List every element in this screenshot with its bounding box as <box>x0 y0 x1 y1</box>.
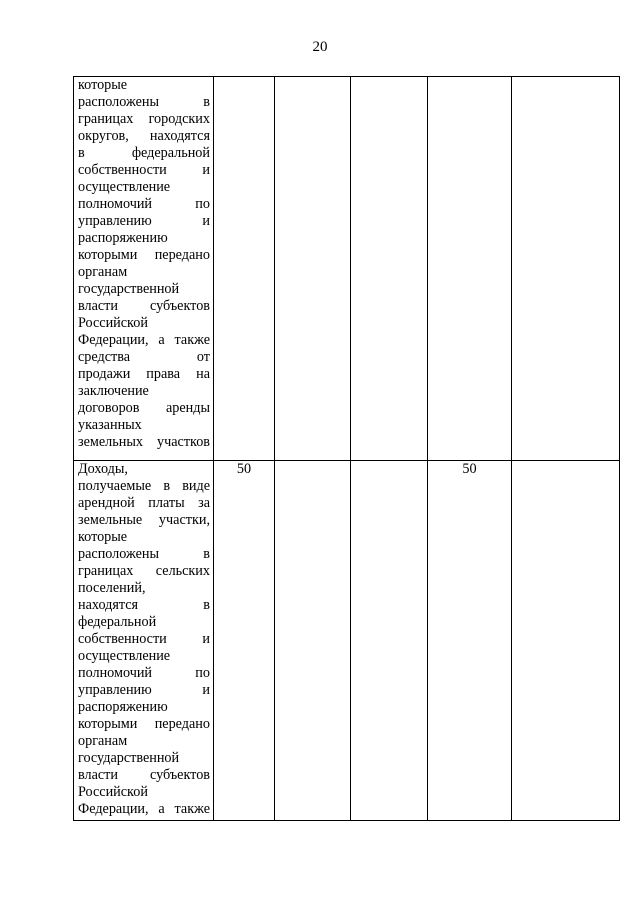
description-line: которыми передано <box>78 247 210 263</box>
description-line: органам <box>78 264 128 280</box>
description-line: полномочий по <box>78 665 210 681</box>
description-line: которые <box>78 529 128 545</box>
description-line: находятся в <box>78 597 210 613</box>
description-line: государственной <box>78 750 180 766</box>
description-line: распоряжению <box>78 699 168 715</box>
description-line: средства от <box>78 349 210 365</box>
description-line: Доходы, <box>78 461 128 477</box>
description-line: собственности и <box>78 162 210 178</box>
description-line: полномочий по <box>78 196 210 212</box>
table-row <box>74 461 620 821</box>
description-line: округов, находятся <box>78 128 210 144</box>
description-line: договоров аренды <box>78 400 210 416</box>
value-cell <box>351 461 428 821</box>
value-cell <box>428 77 512 461</box>
description-line: продажи права на <box>78 366 210 382</box>
description-line: осуществление <box>78 648 171 664</box>
description-line: поселений, <box>78 580 146 596</box>
description-line: Российской <box>78 784 148 800</box>
description-line: в федеральной <box>78 145 210 161</box>
income-description-cell <box>74 461 214 821</box>
description-line: власти субъектов <box>78 767 210 783</box>
description-line: управлению и <box>78 213 210 229</box>
description-line: распоряжению <box>78 230 168 246</box>
value-cell <box>275 77 351 461</box>
description-line: арендной платы за <box>78 495 210 511</box>
description-line: границах сельских <box>78 563 210 579</box>
description-line: власти субъектов <box>78 298 210 314</box>
value-cell <box>214 77 275 461</box>
description-line: Российской <box>78 315 148 331</box>
description-line: Федерации, а также <box>78 801 210 817</box>
description-line: получаемые в виде <box>78 478 210 494</box>
description-line: расположены в <box>78 94 210 110</box>
value-cell <box>512 77 620 461</box>
page-number: 20 <box>312 39 328 55</box>
value-cell: 50 <box>214 461 275 821</box>
description-line: собственности и <box>78 631 210 647</box>
description-line: заключение <box>78 383 149 399</box>
value-cell <box>351 77 428 461</box>
value-cell: 50 <box>428 461 512 821</box>
description-line: Федерации, а также <box>78 332 210 348</box>
description-line: которые <box>78 77 128 93</box>
table-row <box>74 77 620 461</box>
description-line: федеральной <box>78 614 157 630</box>
description-line: осуществление <box>78 179 171 195</box>
value-cell <box>512 461 620 821</box>
description-line: государственной <box>78 281 180 297</box>
description-line: границах городских <box>78 111 210 127</box>
income-description-cell <box>74 77 214 461</box>
description-line: расположены в <box>78 546 210 562</box>
description-line: управлению и <box>78 682 210 698</box>
description-line: земельных участков <box>78 434 210 450</box>
description-line: указанных <box>78 417 142 433</box>
value-cell <box>275 461 351 821</box>
description-line: органам <box>78 733 128 749</box>
description-line: земельные участки, <box>78 512 210 528</box>
budget-table <box>73 76 620 821</box>
description-line: которыми передано <box>78 716 210 732</box>
